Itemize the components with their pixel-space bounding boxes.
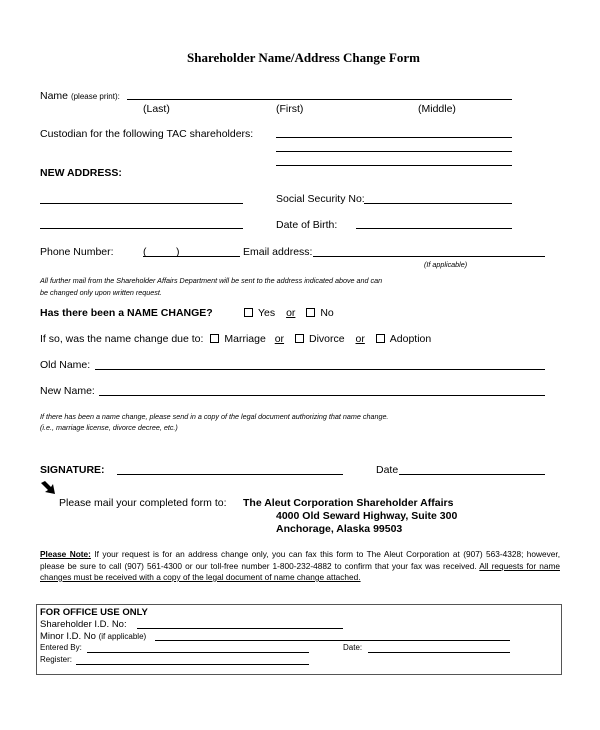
dob-field[interactable] [356, 228, 512, 229]
signature-field[interactable] [117, 474, 343, 475]
old-name-label: Old Name: [40, 359, 91, 371]
if-applicable-note: (If applicable) [424, 260, 468, 269]
due-to-label: If so, was the name change due to: [40, 333, 204, 345]
adoption-checkbox[interactable] [376, 334, 385, 343]
minor-id-hint: (if applicable) [98, 632, 147, 641]
arrow-icon [40, 481, 56, 495]
address-line-1[interactable] [40, 203, 243, 204]
phone-area-open: ( [143, 246, 147, 258]
no-label: No [320, 307, 334, 319]
office-date-field[interactable] [368, 652, 510, 653]
minor-id-text: Minor I.D. No [40, 631, 96, 642]
entered-by-label: Entered By: [40, 643, 82, 652]
legal-note-line-1: If there has been a name change, please send in a copy of the legal document authorizing that name change. [40, 412, 389, 421]
please-note-label: Please Note: [40, 549, 91, 559]
register-field[interactable] [76, 664, 309, 665]
first-caption: (First) [276, 103, 304, 115]
middle-caption: (Middle) [418, 103, 456, 115]
minor-id-label [40, 631, 146, 642]
phone-field[interactable] [143, 256, 240, 257]
dob-label: Date of Birth: [276, 219, 338, 231]
custodian-field-2[interactable] [276, 151, 512, 152]
new-name-field[interactable] [99, 395, 545, 396]
yes-label: Yes [258, 307, 276, 319]
custodian-label: Custodian for the following TAC shareholders: [40, 128, 254, 140]
name-label-text: Name [40, 90, 69, 102]
mail-note-line-1: All further mail from the Shareholder Affairs Department will be sent to the address indicated above and can [40, 276, 383, 285]
please-note-text: If your request is for an address change only, you can fax this form to The Aleut Corporation at (907) 563-4328; however, please be sure to call (907) 561-4300 or our toll-free number 1-800-232-4882 to confirm that your fax was received. [40, 549, 560, 571]
last-caption: (Last) [143, 103, 170, 115]
custodian-field-3[interactable] [276, 165, 512, 166]
name-change-question: Has there been a NAME CHANGE? [40, 307, 213, 319]
or-text: or [355, 333, 365, 345]
mail-to-label: Please mail your completed form to: [59, 497, 227, 509]
name-label [40, 90, 120, 102]
marriage-checkbox[interactable] [210, 334, 219, 343]
phone-label: Phone Number: [40, 246, 114, 258]
or-text: or [274, 333, 285, 345]
email-field[interactable] [313, 256, 545, 257]
yes-checkbox[interactable] [244, 308, 253, 317]
office-date-label: Date: [343, 643, 363, 652]
legal-note-line-2: (i.e., marriage license, divorce decree, etc.) [40, 423, 178, 432]
due-to-row [40, 333, 431, 345]
no-checkbox[interactable] [306, 308, 315, 317]
marriage-label: Marriage [224, 333, 266, 345]
or-text: or [286, 307, 296, 319]
address-line-street: 4000 Old Seward Highway, Suite 300 [276, 510, 458, 522]
mail-note-line-2: be changed only upon written request. [40, 288, 162, 297]
name-change-options [244, 307, 334, 319]
old-name-field[interactable] [95, 369, 545, 370]
entered-by-field[interactable] [87, 652, 309, 653]
register-label: Register: [40, 655, 73, 664]
address-line-2[interactable] [40, 228, 243, 229]
date-label: Date [376, 464, 399, 476]
date-field[interactable] [399, 474, 545, 475]
page-title: Shareholder Name/Address Change Form [187, 50, 420, 65]
please-note [40, 549, 560, 584]
new-address-heading: NEW ADDRESS: [40, 167, 122, 179]
divorce-checkbox[interactable] [295, 334, 304, 343]
signature-label: SIGNATURE: [40, 464, 105, 476]
office-heading: FOR OFFICE USE ONLY [40, 607, 148, 618]
please-note-tail: All requests for name changes must be received with a copy of the legal document of name change attached. [40, 560, 560, 582]
new-name-label: New Name: [40, 385, 95, 397]
divorce-label: Divorce [308, 333, 345, 345]
name-field[interactable] [127, 99, 512, 100]
ssn-field[interactable] [364, 203, 512, 204]
custodian-field-1[interactable] [276, 137, 512, 138]
address-line-org: The Aleut Corporation Shareholder Affairs [243, 497, 454, 509]
ssn-label: Social Security No: [276, 193, 365, 205]
minor-id-field[interactable] [155, 640, 510, 641]
shareholder-id-field[interactable] [137, 628, 343, 629]
phone-area-close: ) [176, 246, 180, 258]
email-label: Email address: [243, 246, 313, 258]
address-line-city: Anchorage, Alaska 99503 [276, 523, 403, 535]
shareholder-id-label: Shareholder I.D. No: [40, 619, 127, 630]
adoption-label: Adoption [389, 333, 432, 345]
name-hint: (please print): [70, 92, 120, 101]
